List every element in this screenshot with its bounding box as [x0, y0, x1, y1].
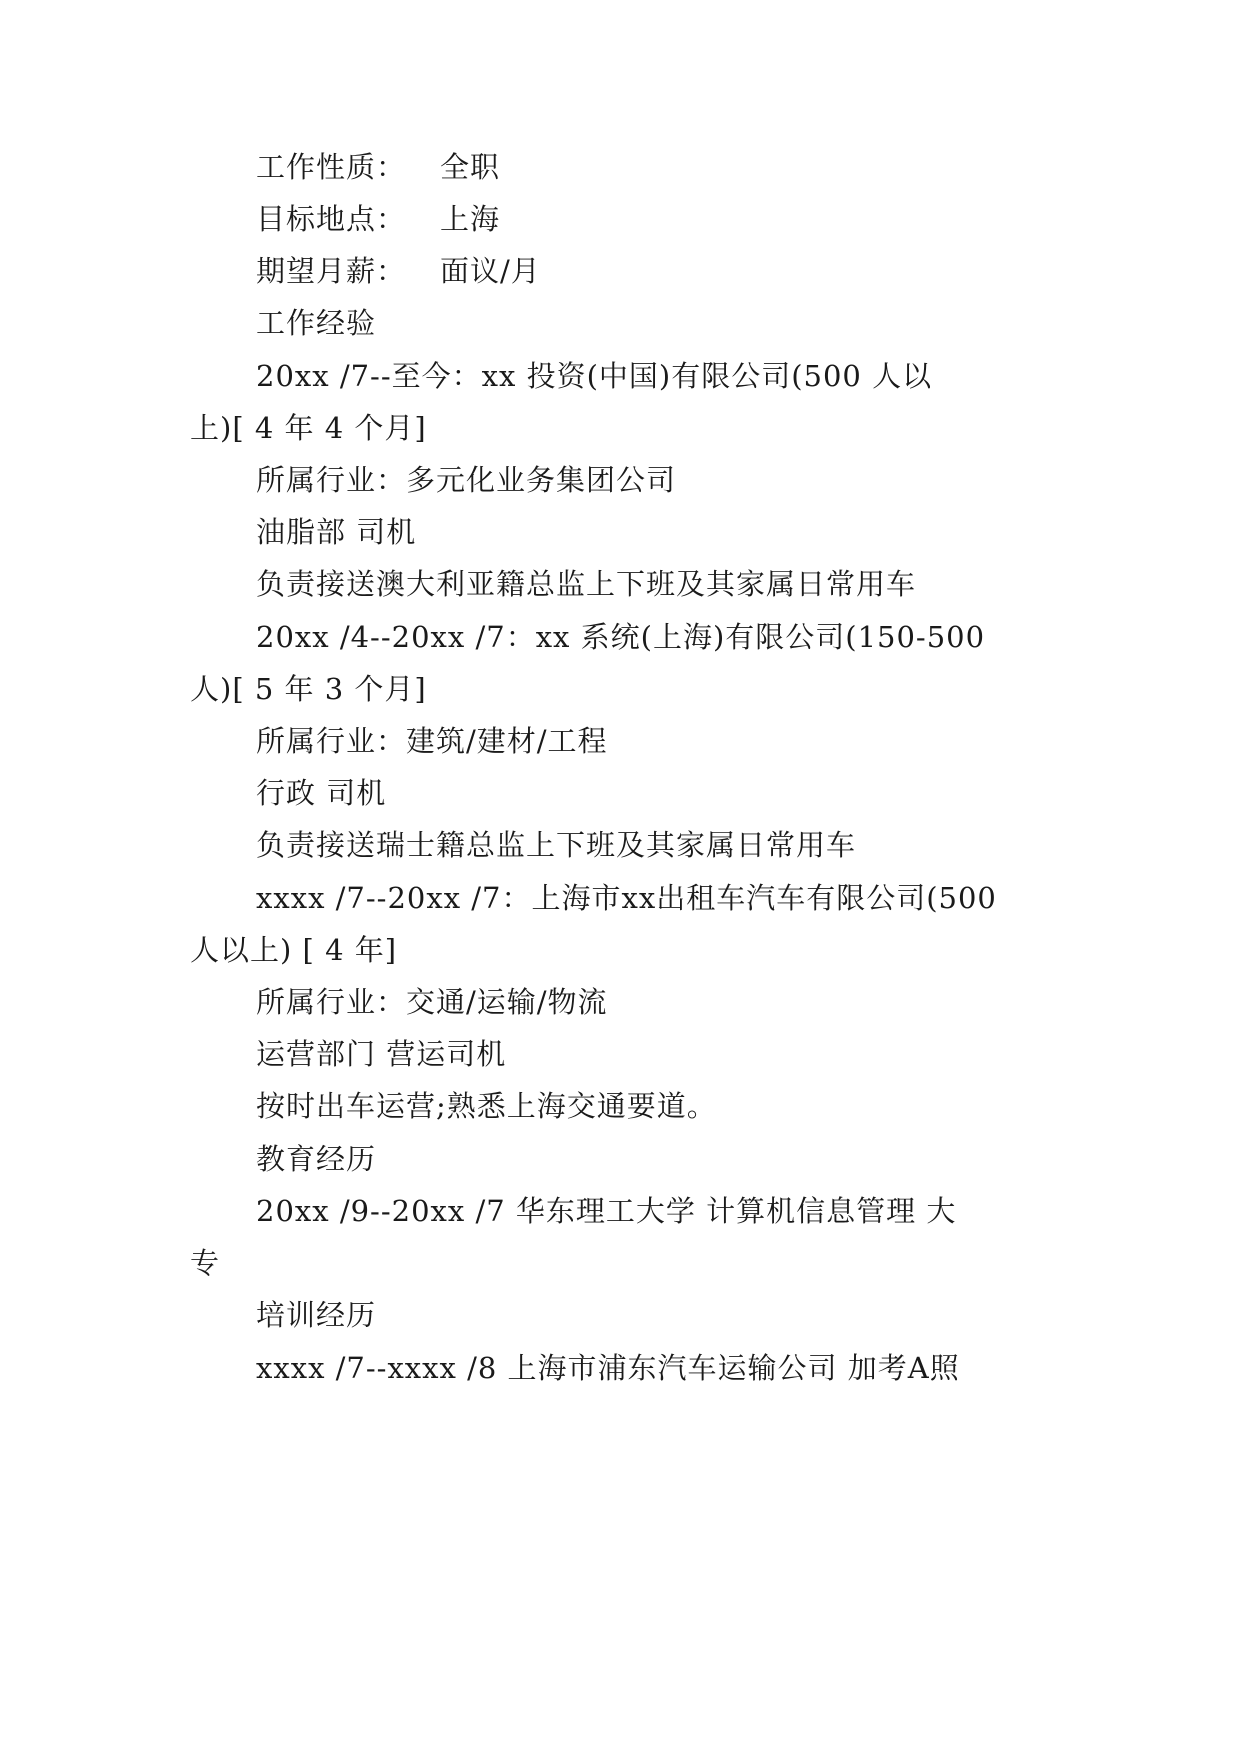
- job-1-description: 负责接送澳大利亚籍总监上下班及其家属日常用车: [256, 567, 917, 601]
- job-3-period-line-2: 人以上) [ 4 年]: [190, 933, 398, 967]
- work-type-label: 工作性质：: [256, 150, 407, 184]
- job-2-industry: 所属行业：建筑/建材/工程: [256, 724, 608, 758]
- job-3-position: 运营部门 营运司机: [256, 1037, 507, 1071]
- job-1-industry: 所属行业：多元化业务集团公司: [256, 463, 677, 497]
- job-3-period-line-1: xxxx /7--20xx /7：上海市xx出租车汽车有限公司(500: [256, 881, 997, 915]
- job-1-period-line-2: 上)[ 4 年 4 个月]: [190, 411, 427, 445]
- work-type-row: [256, 147, 500, 187]
- work-type-value: 全职: [440, 150, 501, 184]
- salary-row: [256, 251, 541, 291]
- job-2-period-line-2: 人)[ 5 年 3 个月]: [190, 672, 427, 706]
- training-line-1: xxxx /7--xxxx /8 上海市浦东汽车运输公司 加考A照: [256, 1351, 960, 1385]
- salary-value: 面议/月: [440, 254, 541, 288]
- job-1-period-line-1: 20xx /7--至今：xx 投资(中国)有限公司(500 人以: [256, 359, 933, 393]
- salary-label: 期望月薪：: [256, 254, 407, 288]
- education-line-2: 专: [190, 1246, 221, 1280]
- job-3-description: 按时出车运营;熟悉上海交通要道。: [256, 1089, 717, 1123]
- education-line-1: 20xx /9--20xx /7 华东理工大学 计算机信息管理 大: [256, 1194, 957, 1228]
- job-2-description: 负责接送瑞士籍总监上下班及其家属日常用车: [256, 828, 857, 862]
- location-row: [256, 199, 500, 239]
- work-experience-heading: 工作经验: [256, 306, 377, 340]
- job-2-position: 行政 司机: [256, 776, 387, 810]
- job-1-position: 油脂部 司机: [256, 515, 417, 549]
- location-value: 上海: [440, 202, 501, 236]
- job-3-industry: 所属行业：交通/运输/物流: [256, 985, 608, 1019]
- education-heading: 教育经历: [256, 1142, 377, 1176]
- job-2-period-line-1: 20xx /4--20xx /7：xx 系统(上海)有限公司(150-500: [256, 620, 986, 654]
- training-heading: 培训经历: [256, 1298, 377, 1332]
- location-label: 目标地点：: [256, 202, 407, 236]
